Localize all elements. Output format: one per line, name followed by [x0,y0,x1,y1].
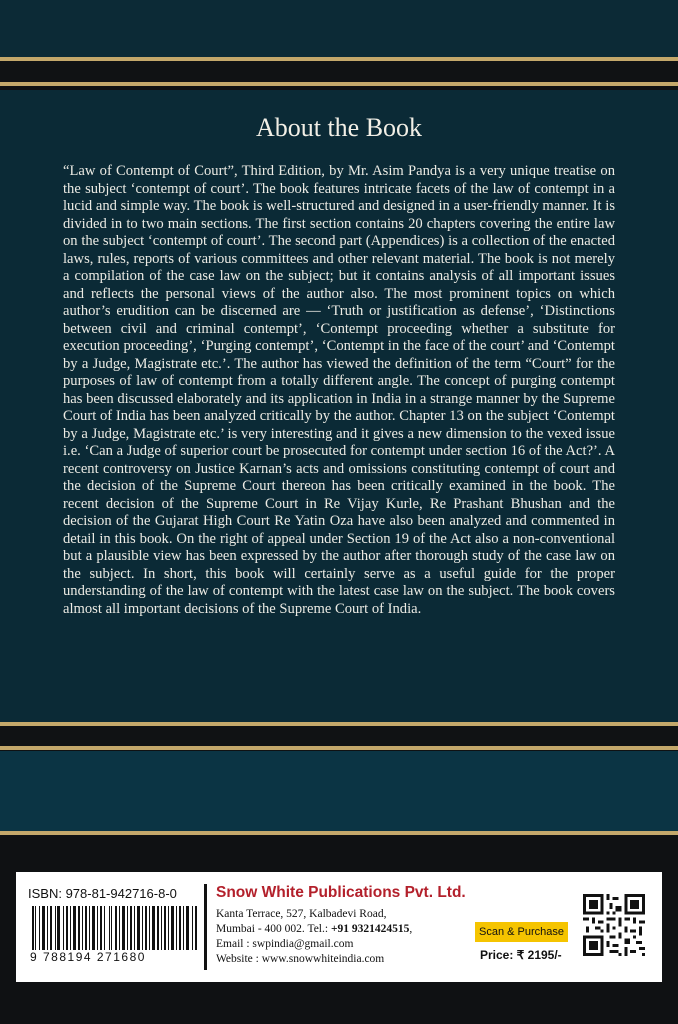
dark-stripe [0,61,678,82]
publisher-name: Snow White Publications Pvt. Ltd. [216,884,466,901]
isbn-label: ISBN: 978-81-942716-8-0 [28,886,177,901]
barcode-number: 9 788194 271680 [28,950,206,964]
publisher-website[interactable]: Website : www.snowwhiteindia.com [216,953,385,965]
address-comma: , [409,923,413,935]
dark-stripe [0,726,678,746]
top-band [0,0,678,57]
about-body: “Law of Contempt of Court”, Third Edition, by Mr. Asim Pandya is a very unique treatise on the subject ‘contempt of court’. The book features intricate facets of the law of contempt in a lucid and simple way. The book is well-structured and designed in a user-friendly manner. It is divided in to two main sections. The first section contains 20 chapters covering the entire law on the subject ‘contempt of court’. The second part (Appendices) is a collection of the enacted laws, rules, reports of various committees and other relevant material. The book is not merely a compilation of the case law on the subject; but it contains analysis of all important issues and reflects the personal views of the author also. The most prominent topics on which author’s erudition can be discerned are — ‘Truth or justification as defense’, ‘Distinctions between civil and criminal contempt’, ‘Contempt proceeding whether a substitute for execution proceeding’, ‘Purging contempt’, ‘Contempt in the face of the court’ and ‘Contempt by a Judge, Magistrate etc.’. The author has viewed the definition of the term “Court” for the purposes of law of contempt from a totally different angle. The concept of purging contempt has been discussed elaborately and its application in India in a strange manner by the Supreme Court of India has been analyzed critically by the author. Chapter 13 on the subject ‘Contempt by a Judge, Magistrate etc.’ is very interesting and it gives a new dimension to the vexed issue i.e. ‘Can a Judge of superior court be prosecuted for contempt under section 16 of the Act?’. A recent controversy on Justice Karnan’s acts and omissions constituting contempt of court and the decision of the Supreme Court thereon has been critically examined in the book. The recent decision of the Supreme Court in Re Vijay Kurle, Re Prashant Bhushan and the decision of the Gujarat High Court Re Yatin Oza have also been analyzed and commented in detail in this book. On the right of appeal under Section 19 of the Act also a non-conventional but a plausible view has been expressed by the author after thorough study of the case law on the subject. In short, this book will certainly serve as a useful guide for the proper understanding of the law of contempt with the latest case law on the subject. The book covers almost all important decisions of the Supreme Court of India. [63,163,615,617]
publisher-email[interactable]: Email : swpindia@gmail.com [216,938,354,950]
gold-stripe [0,746,678,750]
price-label: Price: ₹ 2195/- [480,948,562,962]
phone-number: +91 9321424515 [330,923,410,935]
gold-stripe [0,82,678,86]
publisher-info-box [16,872,662,982]
publisher-address: Kanta Terrace, 527, Kalbadevi Road, [216,908,387,920]
gold-stripe [0,831,678,835]
qr-code-icon[interactable] [583,894,645,956]
teal-band [0,751,678,831]
publisher-contact [216,923,412,935]
divider [204,884,207,970]
scan-purchase-button[interactable]: Scan & Purchase [475,922,568,942]
about-title: About the Book [255,113,423,142]
address-city: Mumbai - 400 002. Tel.: [216,923,331,935]
